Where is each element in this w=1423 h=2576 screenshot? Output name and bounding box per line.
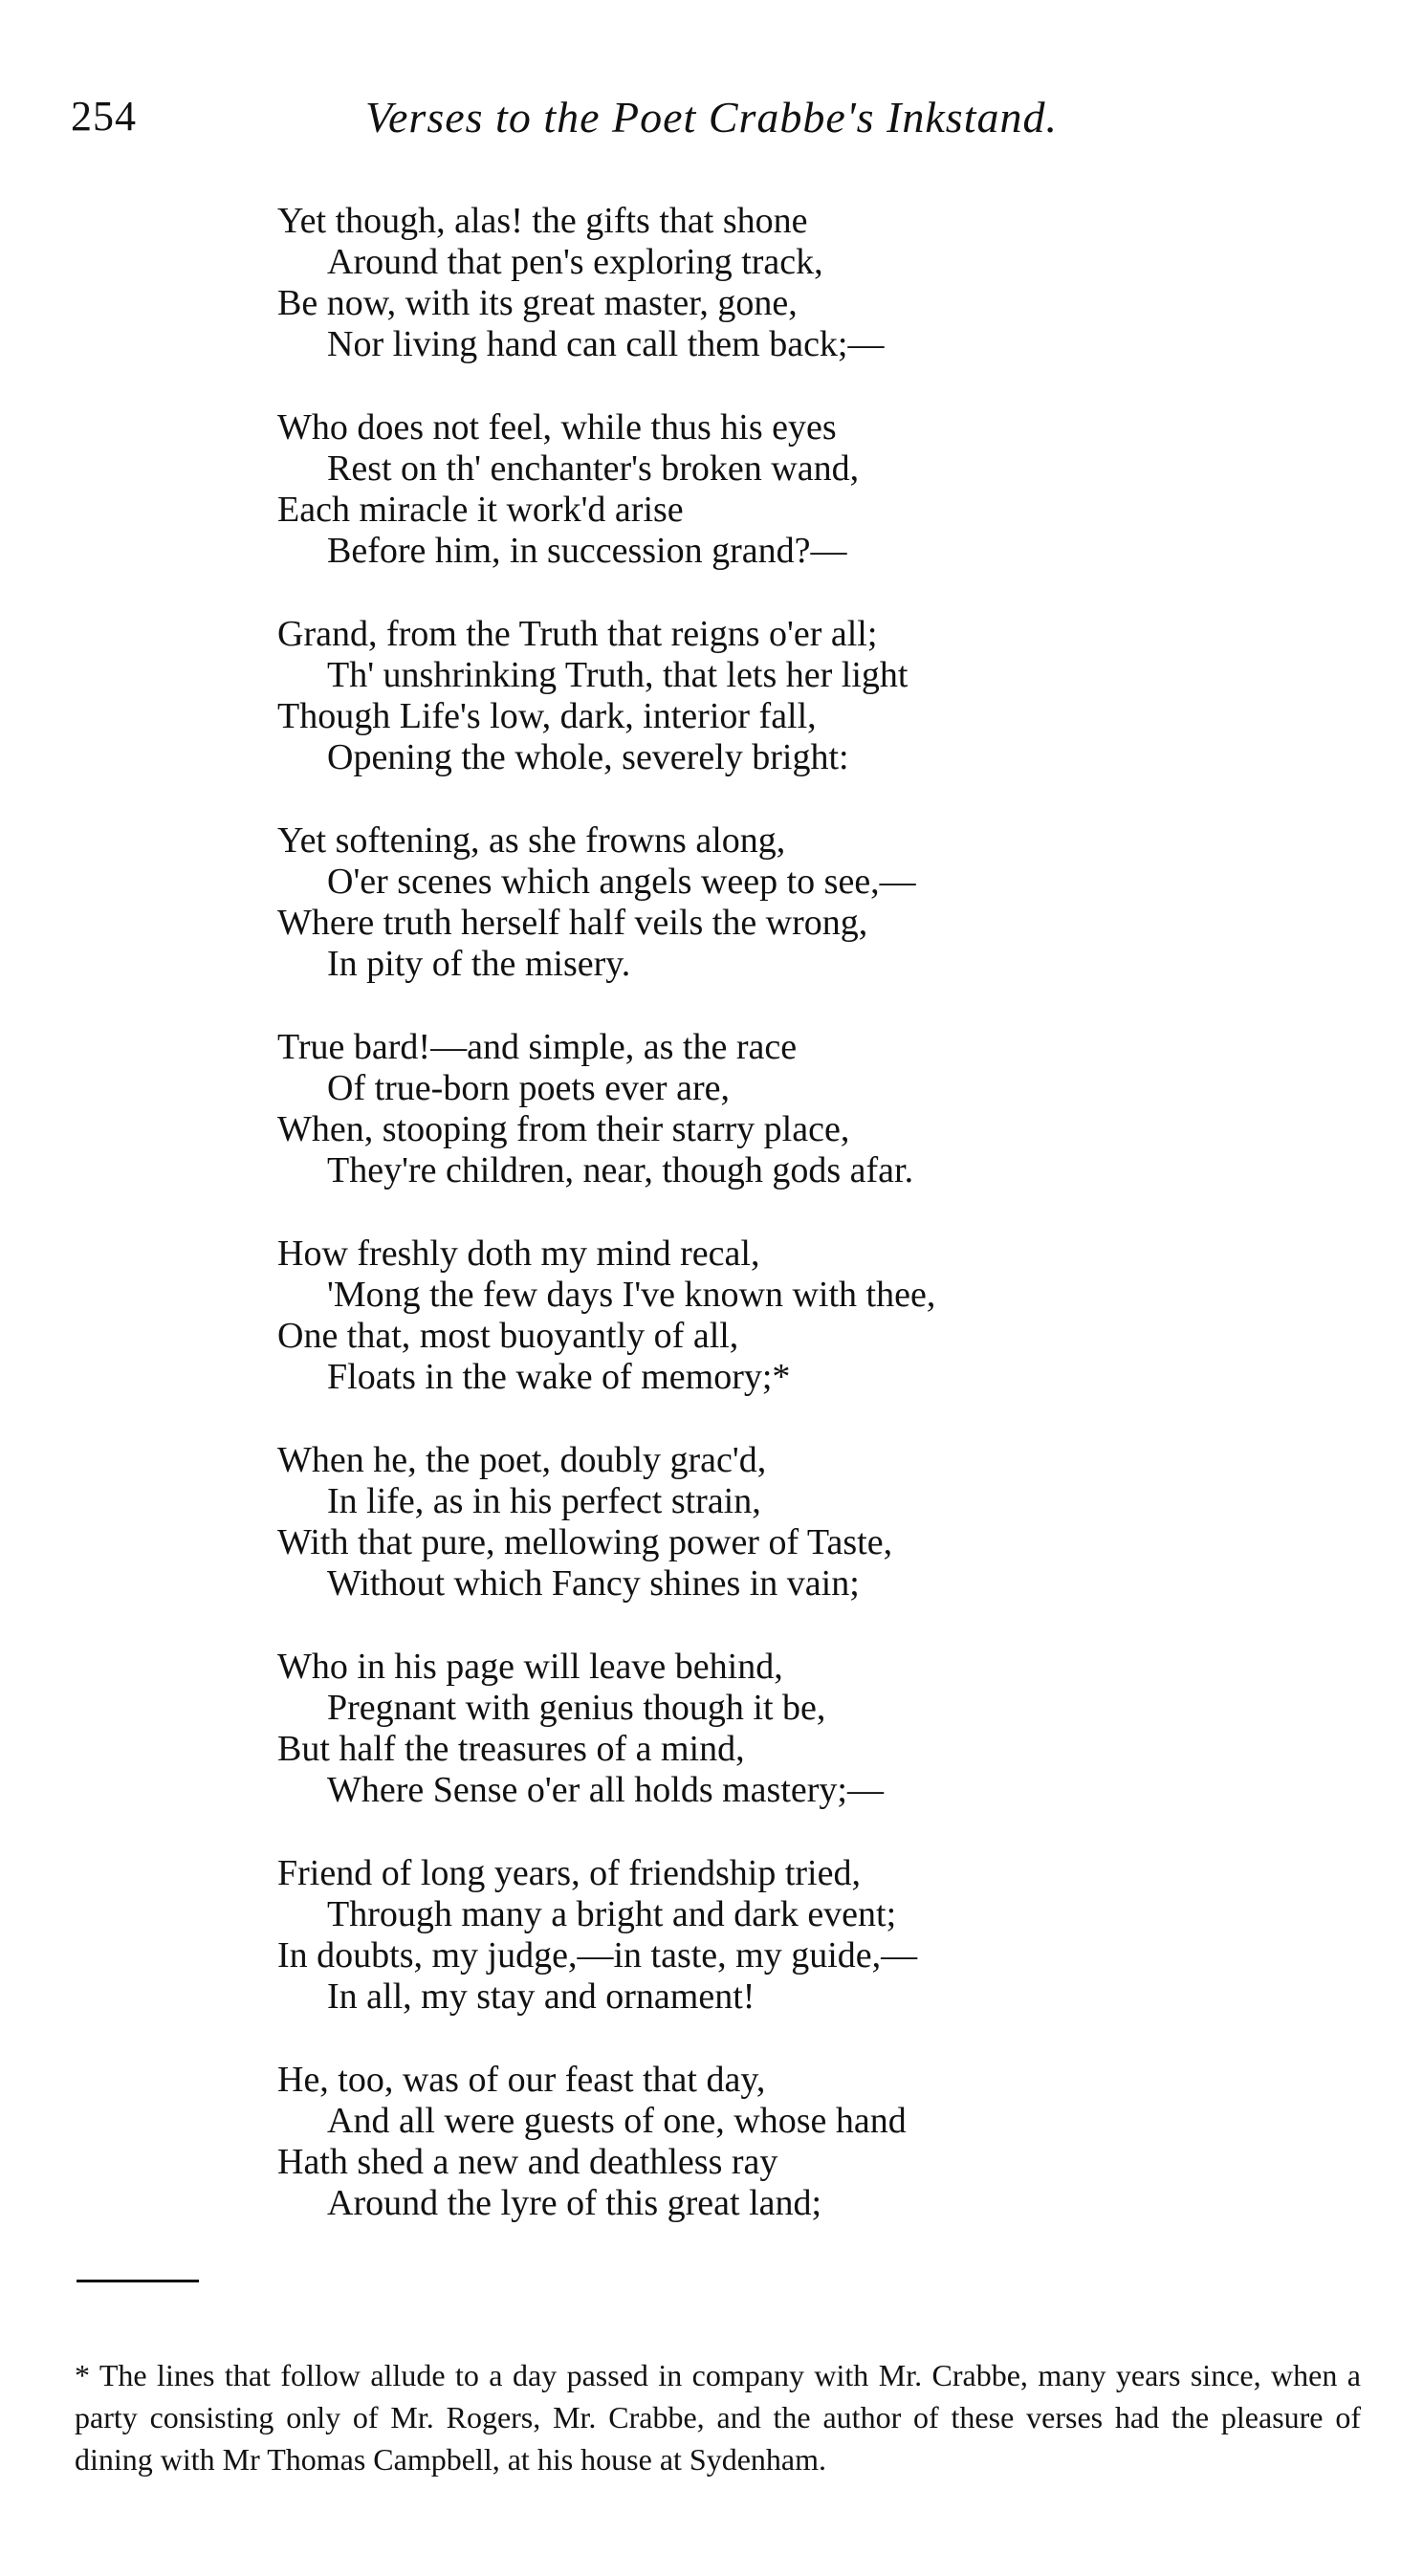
stanza: [277, 614, 1234, 778]
stanza: [277, 1647, 1234, 1811]
poem-line: Floats in the wake of memory;*: [327, 1357, 791, 1397]
poem-line: Yet though, alas! the gifts that shone: [277, 201, 808, 241]
poem-line: One that, most buoyantly of all,: [277, 1316, 739, 1356]
running-title: Verses to the Poet Crabbe's Inkstand.: [365, 93, 1058, 142]
poem-line: In pity of the misery.: [327, 944, 631, 984]
poem-line: Around the lyre of this great land;: [327, 2183, 822, 2223]
poem-line: In life, as in his perfect strain,: [327, 1481, 761, 1521]
poem-line: Through many a bright and dark event;: [327, 1894, 897, 1934]
poem-line: 'Mong the few days I've known with thee,: [327, 1275, 936, 1315]
poem-line: Be now, with its great master, gone,: [277, 283, 798, 323]
poem-line: O'er scenes which angels weep to see,—: [327, 862, 916, 902]
poem-line: He, too, was of our feast that day,: [277, 2060, 766, 2100]
page-header: [0, 92, 1423, 159]
poem-line: Th' unshrinking Truth, that lets her light: [327, 655, 909, 695]
poem-line: Who does not feel, while thus his eyes: [277, 407, 837, 448]
poem-line: Rest on th' enchanter's broken wand,: [327, 448, 860, 489]
stanza: [277, 2060, 1234, 2224]
stanza: [277, 1853, 1234, 2018]
poem-line: When, stooping from their starry place,: [277, 1109, 850, 1149]
poem-line: Nor living hand can call them back;—: [327, 324, 885, 364]
poem-line: And all were guests of one, whose hand: [327, 2101, 907, 2141]
poem-line: Though Life's low, dark, interior fall,: [277, 696, 817, 736]
stanza: [277, 820, 1234, 985]
poem-line: But half the treasures of a mind,: [277, 1729, 745, 1769]
poem-line: In doubts, my judge,—in taste, my guide,—: [277, 1935, 918, 1976]
poem-line: Pregnant with genius though it be,: [327, 1688, 826, 1728]
poem-line: Yet softening, as she frowns along,: [277, 820, 786, 861]
poem-line: Of true-born poets ever are,: [327, 1068, 730, 1108]
poem-line: Each miracle it work'd arise: [277, 490, 684, 530]
poem-line: Hath shed a new and deathless ray: [277, 2142, 778, 2182]
poem-line: In all, my stay and ornament!: [327, 1976, 755, 2017]
poem-line: Where truth herself half veils the wrong,: [277, 903, 868, 943]
stanza: [277, 201, 1234, 365]
poem-line: Grand, from the Truth that reigns o'er all;: [277, 614, 878, 654]
stanza: [277, 1440, 1234, 1605]
poem-line: When he, the poet, doubly grac'd,: [277, 1440, 767, 1480]
poem: [277, 201, 1234, 2266]
poem-line: Friend of long years, of friendship tried,: [277, 1853, 861, 1893]
footnote: * The lines that follow allude to a day passed in company with Mr. Crabbe, many years since, when a party consisting only of Mr. Rogers, Mr. Crabbe, and the author of these verses had the pleasure of dining with Mr Thomas Campbell, at his house at Sydenham.: [75, 2358, 1361, 2477]
page-number: 254: [71, 93, 137, 140]
poem-line: Before him, in succession grand?—: [327, 531, 847, 571]
poem-line: Who in his page will leave behind,: [277, 1647, 783, 1687]
poem-line: Without which Fancy shines in vain;: [327, 1563, 860, 1604]
footnote-divider: [77, 2280, 199, 2282]
poem-line: They're children, near, though gods afar.: [327, 1150, 914, 1190]
stanza: [277, 1233, 1234, 1398]
poem-line: Around that pen's exploring track,: [327, 242, 823, 282]
stanza: [277, 1027, 1234, 1191]
poem-line: True bard!—and simple, as the race: [277, 1027, 798, 1067]
poem-line: How freshly doth my mind recal,: [277, 1233, 760, 1274]
poem-line: Opening the whole, severely bright:: [327, 737, 849, 777]
stanza: [277, 407, 1234, 572]
poem-line: Where Sense o'er all holds mastery;—: [327, 1770, 884, 1810]
poem-line: With that pure, mellowing power of Taste,: [277, 1522, 893, 1562]
